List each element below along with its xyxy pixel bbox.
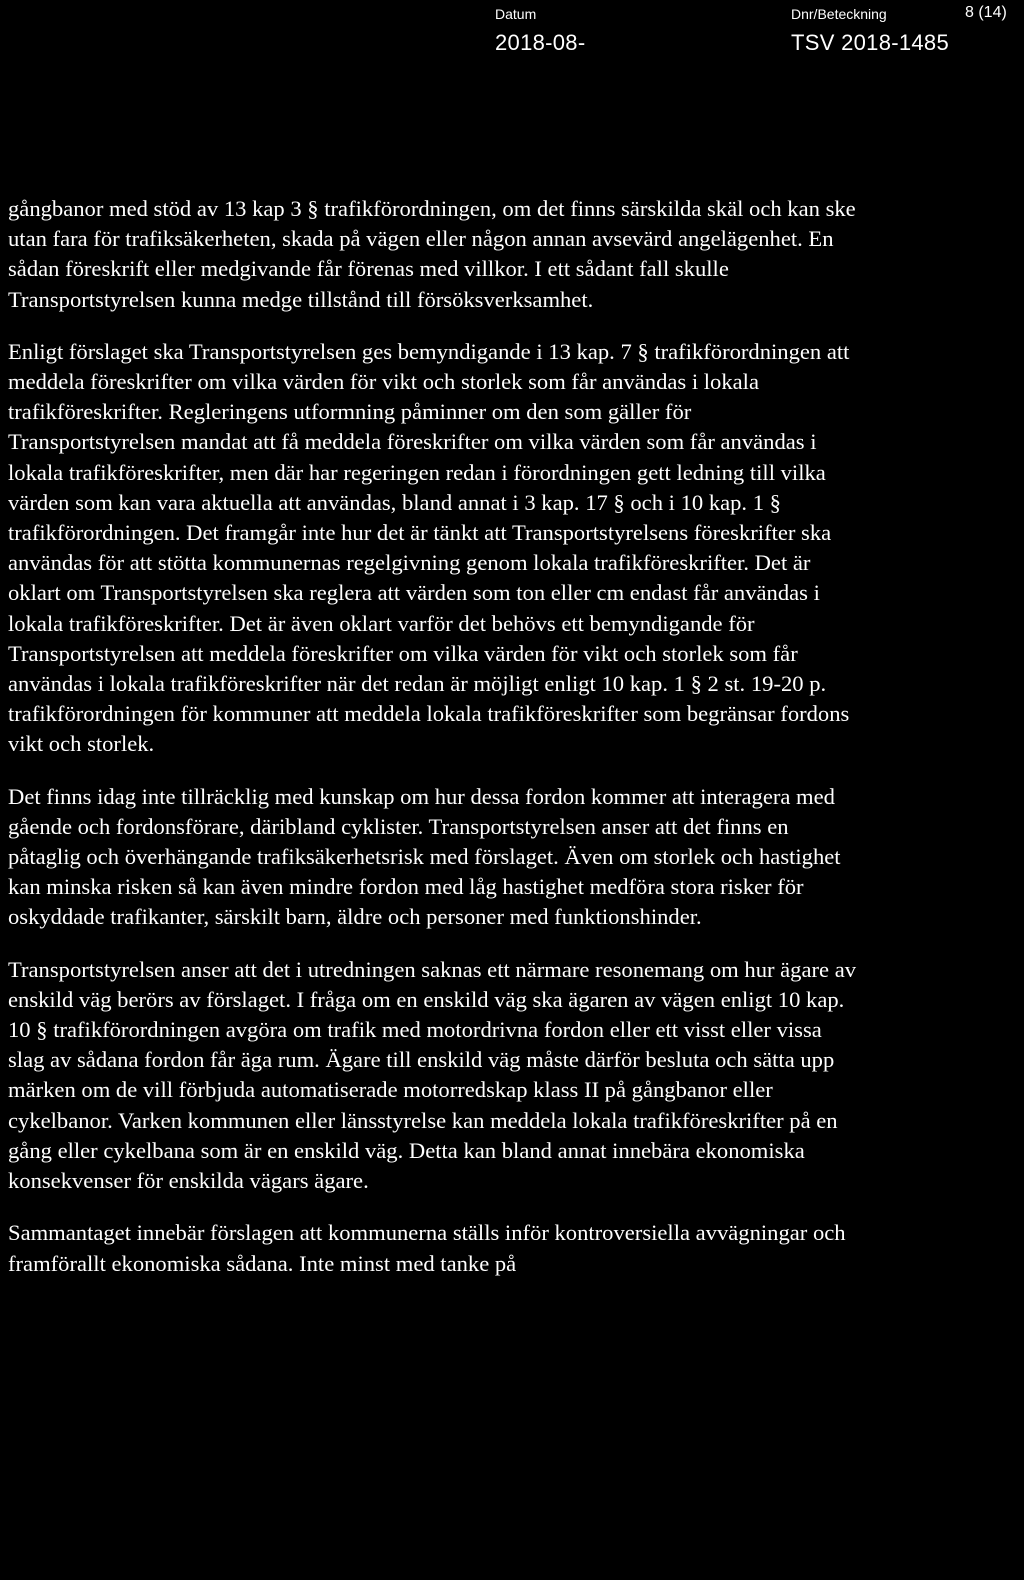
document-body [8,194,858,1301]
date-label: Datum [495,6,537,22]
paragraph: Det finns idag inte tillräcklig med kunskap om hur dessa fordon kommer att interagera med gående och fordonsförare, däribland cyklister. Transportstyrelsen anser att det finns en påtaglig och överhängande trafiksäkerhetsrisk med förslaget. Även om storlek och hastighet kan minska risken så kan även mindre fordon med låg hastighet medföra stora risker för oskyddade trafikanter, särskilt barn, äldre och personer med funktionshinder. [8,783,841,930]
date-value: 2018-08- [495,30,586,55]
document-header [0,0,1024,80]
paragraph: Transportstyrelsen anser att det i utredningen saknas ett närmare resonemang om hur ägare av enskild väg berörs av förslaget. I fråga om en enskild väg ska ägaren av vägen enligt 10 kap. 10 § trafikförordningen avgöra om trafik med motordrivna fordon eller ett visst eller vissa slag av sådana fordon får äga rum. Ägare till enskild väg måste därför besluta och sätta upp märken om de vill förbjuda automatiserade motorredskap klass II på gångbanor eller cykelbanor. Varken kommunen eller länsstyrelse kan meddela lokala trafikföreskrifter på en gång eller cykelbana som är en enskild väg. Detta kan bland annat innebära ekonomiska konsekvenser för enskilda vägars ägare. [8,956,857,1194]
paragraph: Sammantaget innebär förslagen att kommunerna ställs inför kontroversiella avvägningar och framförallt ekonomiska sådana. Inte minst med tanke på [8,1220,846,1276]
reference-value: TSV 2018-1485 [791,30,950,55]
page-number: 8 (14) [965,4,1007,21]
paragraph: gångbanor med stöd av 13 kap 3 § trafikförordningen, om det finns särskilda skäl och kan ske utan fara för trafiksäkerheten, skada på vägen eller någon annan avsevärd angelägenhet. En sådan föreskrift eller medgivande får förenas med villkor. I ett sådant fall skulle Transportstyrelsen kunna medge tillstånd till försöksverksamhet. [8,196,856,312]
reference-label: Dnr/Beteckning [791,6,887,22]
paragraph: Enligt förslaget ska Transportstyrelsen ges bemyndigande i 13 kap. 7 § trafikförordningen att meddela föreskrifter om vilka värden för vikt och storlek som får användas i lokala trafikföreskrifter. Regleringens utformning påminner om den som gäller för Transportstyrelsen mandat att få meddela föreskrifter om vilka värden som får användas i lokala trafikföreskrifter, men där har regeringen redan i förordningen gett ledning till vilka värden som kan vara aktuella att användas, bland annat i 3 kap. 17 § och i 10 kap. 1 § trafikförordningen. Det framgår inte hur det är tänkt att Transportstyrelsens föreskrifter ska användas för att stötta kommunernas regelgivning genom lokala trafikföreskrifter. Det är oklart om Transportstyrelsen ska reglera att värden som ton eller cm endast får användas i lokala trafikföreskrifter. Det är även oklart varför det behövs ett bemyndigande för Transportstyrelsen att meddela föreskrifter om vilka värden för vikt och storlek som får användas i lokala trafikföreskrifter när det redan är möjligt enligt 10 kap. 1 § 2 st. 19-20 p. trafikförordningen för kommuner att meddela lokala trafikföreskrifter som begränsar fordons vikt och storlek. [8,338,850,757]
